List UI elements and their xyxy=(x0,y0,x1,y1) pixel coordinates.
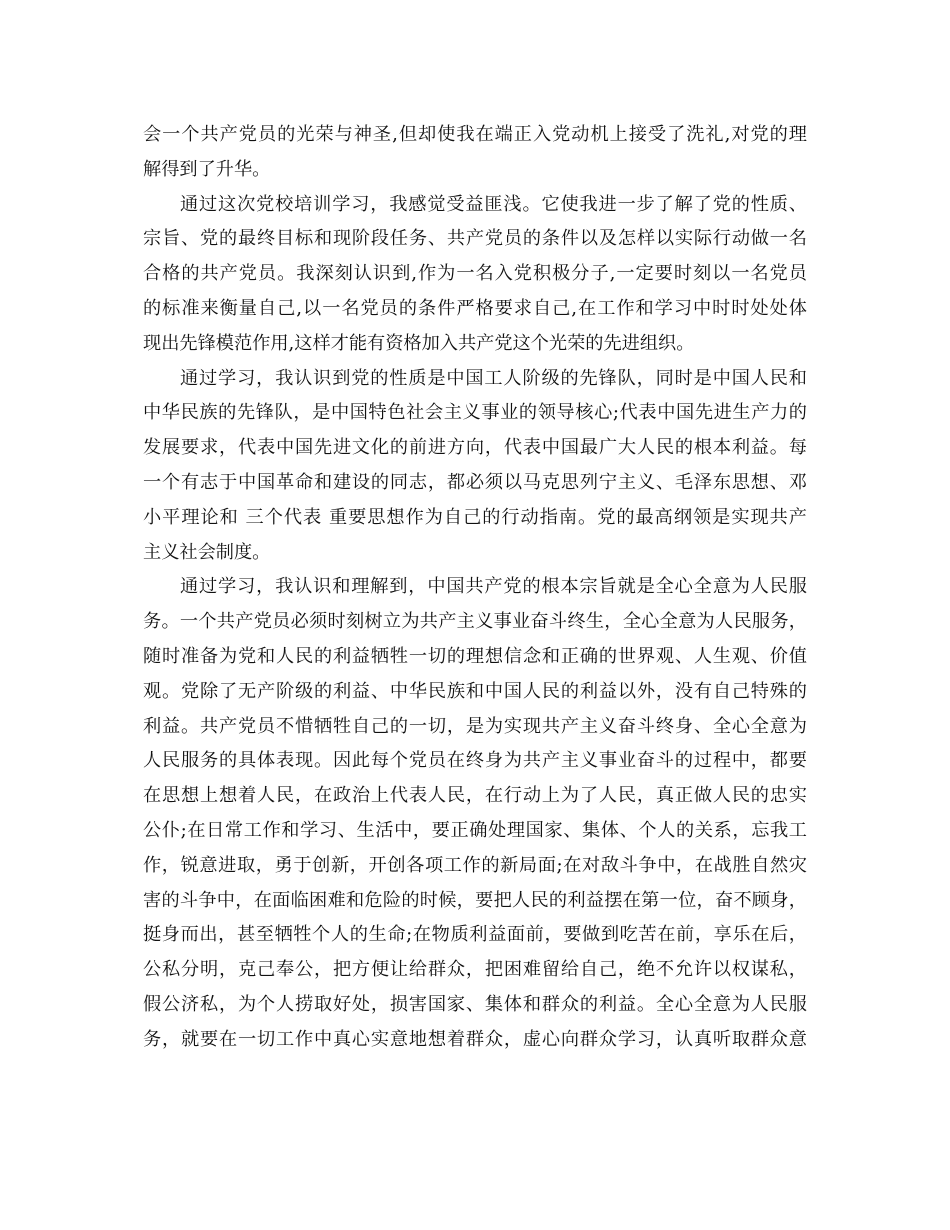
text-line: 合格的共产党员。我深刻认识到,作为一名入党积极分子,一定要时刻以一名党员 xyxy=(143,263,807,285)
text-line: 通过学习，我认识和理解到，中国共产党的根本宗旨就是全心全意为人民服 xyxy=(180,576,807,598)
text-line: 务。一个共产党员必须时刻树立为共产主义事业奋斗终生，全心全意为人民服务， xyxy=(143,611,807,633)
document-body xyxy=(143,118,807,1058)
paragraph xyxy=(143,118,807,188)
text-line: 通过学习，我认识到党的性质是中国工人阶级的先锋队，同时是中国人民和 xyxy=(180,367,807,389)
text-line: 务，就要在一切工作中真心实意地想着群众，虚心向群众学习，认真听取群众意 xyxy=(143,1028,807,1050)
text-line: 随时准备为党和人民的利益牺牲一切的理想信念和正确的世界观、人生观、价值 xyxy=(143,645,807,667)
text-line: 会一个共产党员的光荣与神圣,但却使我在端正入党动机上接受了洗礼,对党的理 xyxy=(143,124,807,145)
text-line: 主义社会制度。 xyxy=(143,541,271,563)
text-line: 中华民族的先锋队，是中国特色社会主义事业的领导核心;代表中国先进生产力的 xyxy=(143,402,807,424)
text-line: 发展要求，代表中国先进文化的前进方向，代表中国最广大人民的根本利益。每 xyxy=(143,437,807,459)
text-line: 的标准来衡量自己,以一名党员的条件严格要求自己,在工作和学习中时时处处体 xyxy=(143,297,807,319)
text-line: 人民服务的具体表现。因此每个党员在终身为共产主义事业奋斗的过程中，都要 xyxy=(143,750,807,772)
paragraph xyxy=(143,362,807,571)
text-line: 通过这次党校培训学习，我感觉受益匪浅。它使我进一步了解了党的性质、 xyxy=(180,193,807,215)
text-line: 现出先锋模范作用,这样才能有资格加入共产党这个光荣的先进组织。 xyxy=(143,332,695,354)
paragraph xyxy=(143,188,807,362)
text-line: 宗旨、党的最终目标和现阶段任务、共产党员的条件以及怎样以实际行动做一名 xyxy=(143,228,807,250)
text-line: 挺身而出，甚至牺牲个人的生命;在物质利益面前，要做到吃苦在前，享乐在后， xyxy=(143,924,807,946)
text-line: 害的斗争中，在面临困难和危险的时候，要把人民的利益摆在第一位，奋不顾身， xyxy=(143,889,807,911)
text-line: 观。党除了无产阶级的利益、中华民族和中国人民的利益以外，没有自己特殊的 xyxy=(143,680,807,702)
text-line: 公私分明，克己奉公，把方便让给群众，把困难留给自己，绝不允许以权谋私， xyxy=(143,959,807,981)
text-line: 作，锐意进取，勇于创新，开创各项工作的新局面;在对敌斗争中，在战胜自然灾 xyxy=(143,854,807,876)
text-line: 解得到了升华。 xyxy=(143,158,271,180)
paragraph xyxy=(143,570,807,1057)
text-line: 利益。共产党员不惜牺牲自己的一切，是为实现共产主义奋斗终身、全心全意为 xyxy=(143,715,807,737)
text-line: 一个有志于中国革命和建设的同志，都必须以马克思列宁主义、毛泽东思想、邓 xyxy=(143,471,807,493)
text-line: 小平理论和 三个代表 重要思想作为自己的行动指南。党的最高纲领是实现共产 xyxy=(143,506,807,528)
text-line: 假公济私，为个人捞取好处，损害国家、集体和群众的利益。全心全意为人民服 xyxy=(143,993,807,1015)
text-line: 公仆;在日常工作和学习、生活中，要正确处理国家、集体、个人的关系，忘我工 xyxy=(143,819,807,841)
text-line: 在思想上想着人民，在政治上代表人民，在行动上为了人民，真正做人民的忠实 xyxy=(143,785,807,807)
